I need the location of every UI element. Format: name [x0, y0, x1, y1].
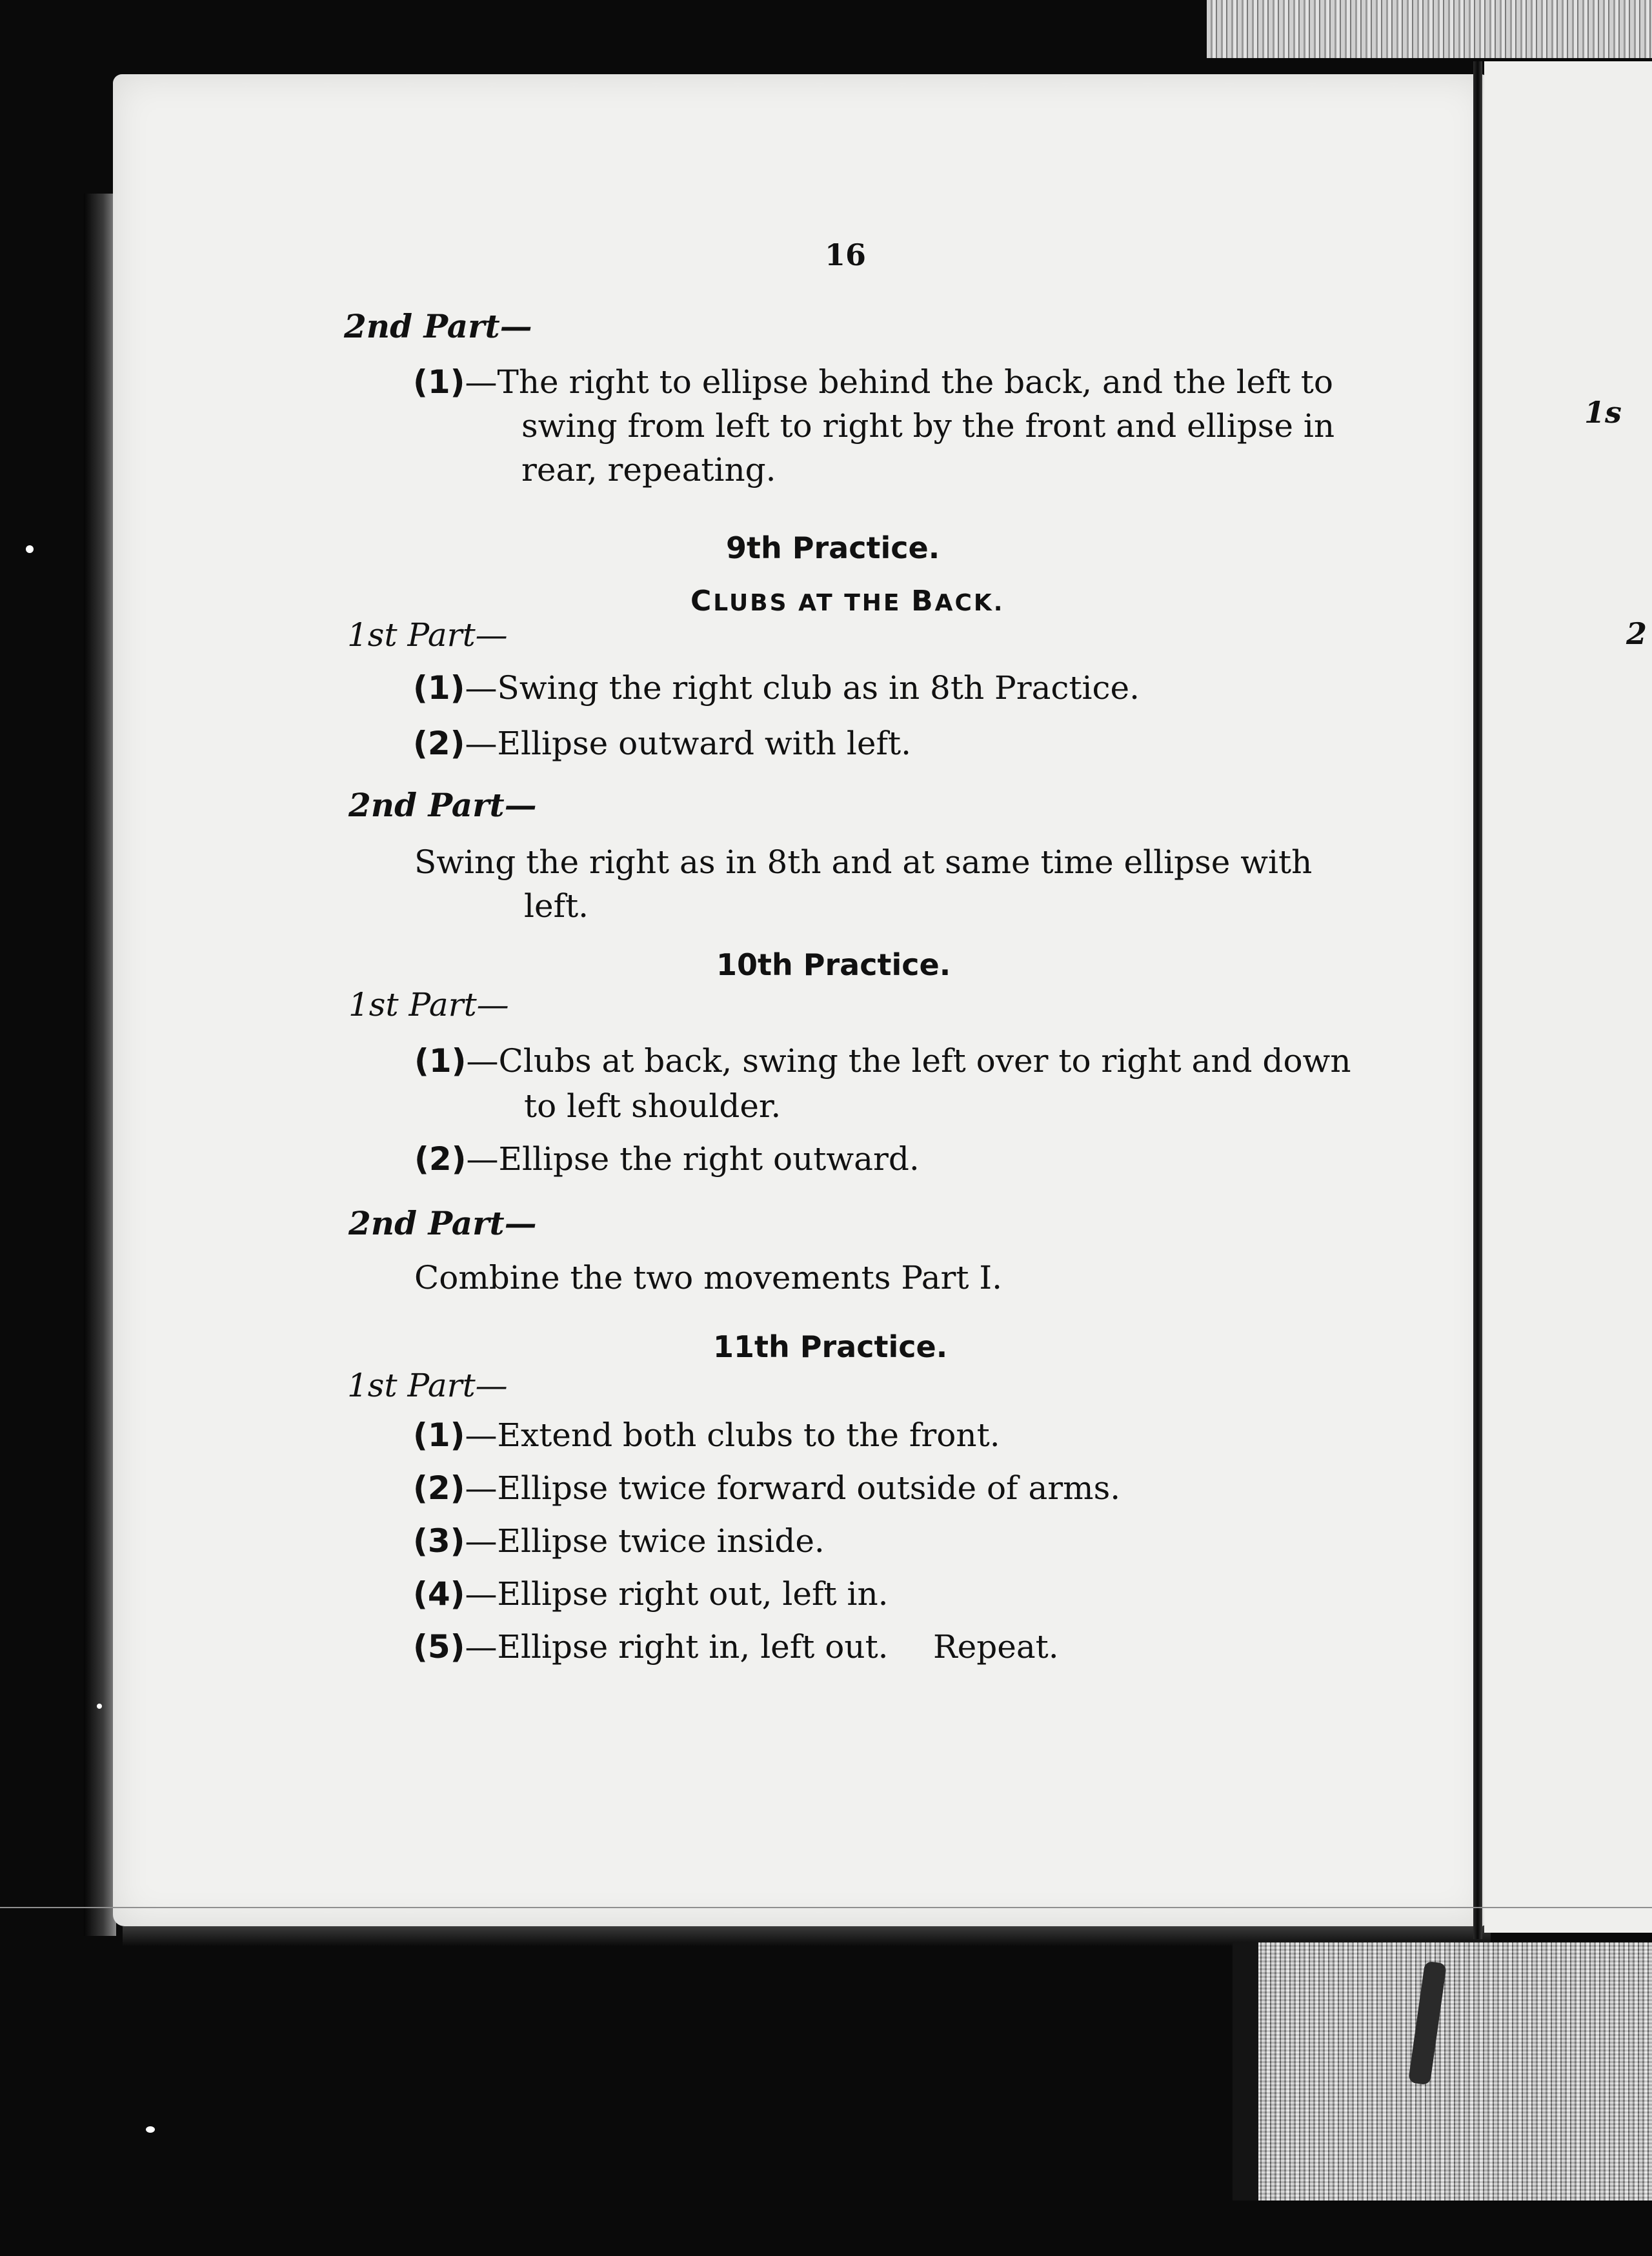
step-number: (2): [413, 1469, 465, 1507]
spine-shadow: [84, 194, 116, 1936]
step-number: (1): [413, 669, 465, 707]
paragraph-continued: left.: [524, 887, 589, 925]
part-label: 2nd Part—: [344, 307, 532, 345]
step-number: (2): [414, 1140, 467, 1178]
step-number: (1): [413, 1416, 465, 1454]
step-text: —Ellipse the right outward.: [466, 1140, 920, 1178]
step-text-continued: swing from left to right by the front and ellipse in: [521, 407, 1335, 445]
step-text: —Clubs at back, swing the left over to right and down: [466, 1042, 1351, 1080]
step-number: (3): [413, 1522, 465, 1560]
page-number: 16: [825, 237, 867, 272]
binding-shadow: [1233, 1942, 1258, 2201]
practice-subheading: CLUBS AT THE BACK.: [690, 585, 1005, 618]
paragraph: Combine the two movements Part I.: [414, 1259, 1003, 1296]
step-number: (2): [413, 725, 465, 762]
part-label: 1st Part—: [347, 1367, 508, 1404]
step-text: —Ellipse twice inside.: [465, 1522, 825, 1560]
step-item: [413, 1625, 889, 1669]
facing-page-fragment: 2: [1626, 616, 1647, 651]
step-item: [413, 1413, 1000, 1457]
step-item: [413, 666, 1140, 710]
scan-line: [0, 1907, 1652, 1908]
practice-heading: 9th Practice.: [726, 530, 940, 565]
step-text: —Swing the right club as in 8th Practice.: [465, 669, 1140, 707]
step-text-continued: rear, repeating.: [521, 451, 776, 488]
repeat-note: Repeat.: [933, 1628, 1059, 1666]
step-item: [414, 1137, 920, 1181]
step-item: [413, 1519, 825, 1563]
paragraph: Swing the right as in 8th and at same time ellipse with: [414, 843, 1313, 881]
step-number: (4): [413, 1575, 465, 1613]
step-item: [413, 1466, 1120, 1510]
scan-speck: [97, 1704, 102, 1709]
step-item: [414, 1039, 1351, 1083]
part-label: 1st Part—: [347, 616, 508, 654]
facing-page: [1484, 61, 1652, 1933]
facing-page-fragment: 1s: [1584, 395, 1622, 430]
step-text: —Extend both clubs to the front.: [465, 1416, 1000, 1454]
part-label: 2nd Part—: [348, 786, 537, 824]
step-text-continued: to left shoulder.: [524, 1087, 781, 1125]
step-item: [413, 1572, 889, 1616]
step-text: —Ellipse right in, left out.: [465, 1628, 889, 1666]
step-item: [413, 721, 911, 765]
step-text: —The right to ellipse behind the back, and the left to: [465, 363, 1333, 401]
binding-cloth-top: [1207, 0, 1652, 58]
part-label: 2nd Part—: [348, 1204, 537, 1242]
scan-speck: [26, 545, 34, 553]
step-text: —Ellipse outward with left.: [465, 725, 911, 762]
step-text: —Ellipse right out, left in.: [465, 1575, 889, 1613]
step-text: —Ellipse twice forward outside of arms.: [465, 1469, 1121, 1507]
step-item: [413, 360, 1333, 404]
step-number: (1): [414, 1042, 467, 1080]
scan-speck: [146, 2126, 155, 2133]
practice-heading: 11th Practice.: [713, 1329, 948, 1364]
page-gutter: [1473, 61, 1482, 1939]
step-number: (5): [413, 1628, 465, 1666]
part-label: 1st Part—: [348, 986, 509, 1023]
practice-heading: 10th Practice.: [716, 947, 951, 982]
step-number: (1): [413, 363, 465, 401]
